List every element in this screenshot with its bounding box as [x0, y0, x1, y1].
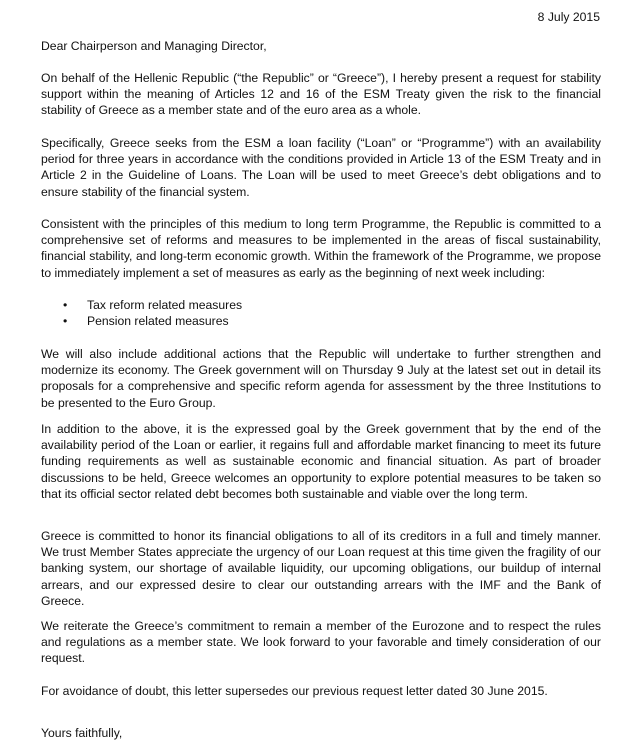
letter-closing: Yours faithfully,	[41, 726, 123, 740]
measures-list	[41, 297, 242, 329]
list-item-label: Pension related measures	[87, 314, 229, 329]
paragraph-obligations: Greece is committed to honor its financial obligations to all of its creditors in a full and timely manner. We trust Member States appreciate the urgency of our Loan request at this time given the fragility of our banking system, our shortage of available liquidity, our upcoming obligations, our buildup of internal arrears, and our expressed desire to clear our outstanding arrears with the IMF and the Bank of Greece.	[41, 529, 601, 608]
paragraph-eurozone: We reiterate the Greece’s commitment to remain a member of the Eurozone and to respect the rules and regulations as a member state. We look forward to your favorable and timely consideration of our request.	[41, 619, 601, 666]
letter-salutation: Dear Chairperson and Managing Director,	[41, 39, 267, 53]
paragraph-reforms: Consistent with the principles of this medium to long term Programme, the Republic is committed to a comprehensive set of reforms and measures to be implemented in the areas of fiscal sustainability, financial stability, and long-term economic growth. Within the framework of the Programme, we propose to immediately implement a set of measures as early as the beginning of next week including:	[41, 217, 601, 280]
paragraph-market-financing: In addition to the above, it is the expressed goal by the Greek government that by the end of the availability period of the Loan or earlier, it regains full and affordable market financing to meet its future funding requirements as well as sustainable economic and financial situation. As part of broader discussions to be held, Greece welcomes an opportunity to explore potential measures to be taken so that its official sector related debt becomes both sustainable and viable over the long term.	[41, 422, 601, 501]
paragraph-request: On behalf of the Hellenic Republic (“the Republic” or “Greece”), I hereby present a request for stability support within the meaning of Articles 12 and 16 of the ESM Treaty given the risk to the financial stability of Greece as a member state and of the euro area as a whole.	[41, 71, 601, 118]
paragraph-additional-actions: We will also include additional actions that the Republic will undertake to further strengthen and modernize its economy. The Greek government will on Thursday 9 July at the latest set out in detail its proposals for a comprehensive and specific reform agenda for assessment by the three Institutions to be presented to the Euro Group.	[41, 347, 601, 410]
paragraph-loan-facility: Specifically, Greece seeks from the ESM a loan facility (“Loan” or “Programme”) with an availability period for three years in accordance with the conditions provided in Article 13 of the ESM Treaty and in Article 2 in the Guideline of Loans. The Loan will be used to meet Greece’s debt obligations and to ensure stability of the financial system.	[41, 136, 601, 199]
list-item	[41, 313, 242, 329]
list-item	[41, 297, 242, 313]
paragraph-supersedes: For avoidance of doubt, this letter supersedes our previous request letter dated 30 June 2015.	[41, 684, 548, 698]
bullet-icon: •	[63, 314, 68, 329]
list-item-label: Tax reform related measures	[87, 298, 243, 312]
bullet-icon: •	[63, 298, 68, 312]
letter-date: 8 July 2015	[537, 10, 600, 24]
